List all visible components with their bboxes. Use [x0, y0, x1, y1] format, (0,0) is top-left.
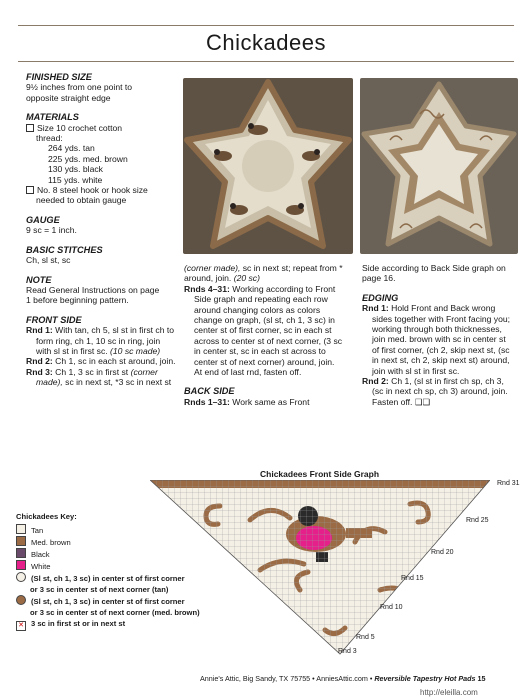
rnd-label: Rnd 3	[338, 648, 357, 655]
edging-heading: EDGING	[362, 292, 399, 303]
corner-brown-icon	[16, 595, 26, 605]
page-title: Chickadees	[206, 30, 326, 55]
key-item-tan: Tan	[16, 524, 200, 536]
material-item: needed to obtain gauge	[36, 195, 127, 206]
rnds4-31-text: Rnds 4–31: Working according to Front Side graph and repeating each row around changing colors as colors change on graph, (sl st, ch 1, 3 sc) in center st of first corner, sc in each st across to center st of next corner, (3 sc in center st, sc in each st across to center st of next corner) around, join. At end of last rnd, fasten off.	[184, 283, 343, 378]
watermark: http://eleilla.com	[420, 688, 478, 697]
checkbox-icon	[26, 124, 34, 132]
key-item-white: White	[16, 560, 200, 572]
rnd-label: Rnd 31	[497, 480, 520, 487]
rnd-label: Rnd 20	[431, 549, 454, 556]
key-sym-2-line2: or 3 sc in center st of next corner (med. brown)	[30, 608, 200, 617]
graph-title: Chickadees Front Side Graph	[260, 469, 380, 479]
material-item: Size 10 crochet cotton	[26, 123, 176, 133]
x-mark-icon: ✕	[16, 621, 26, 631]
title-rule	[18, 61, 514, 62]
key-title: Chickadees Key:	[16, 512, 77, 521]
key-sym-1-line2: or 3 sc in center st of next corner (tan)	[30, 585, 169, 594]
key-sym-2: (Sl st, ch 1, 3 sc) in center st of first corner	[16, 595, 200, 607]
color-key	[16, 511, 200, 631]
gauge-heading: GAUGE	[26, 214, 60, 225]
material-item: No. 8 steel hook or hook size	[26, 185, 176, 195]
key-item-black: Black	[16, 548, 200, 560]
material-item: 225 yds. med. brown	[48, 153, 128, 164]
left-column	[26, 72, 176, 388]
rnd2-text: Rnd 2: Ch 1, sc in each st around, join.	[26, 356, 176, 367]
rnd-label: Rnd 25	[466, 517, 489, 524]
top-rule	[18, 25, 514, 26]
white-swatch-icon	[16, 560, 26, 570]
materials-heading: MATERIALS	[26, 112, 79, 123]
tan-swatch-icon	[16, 524, 26, 534]
finished-heading: FINISHED SIZE	[26, 72, 92, 82]
material-item: 115 yds. white	[48, 174, 103, 185]
note-line: 1 before beginning pattern.	[26, 295, 129, 306]
rnd3-text: Rnd 3: Ch 1, 3 sc in first st (corner made), sc in next st, *3 sc in next st	[26, 366, 172, 388]
key-sym-1: (Sl st, ch 1, 3 sc) in center st of first corner	[16, 572, 200, 584]
rnd-label: Rnd 10	[380, 604, 403, 611]
checkbox-icon	[26, 186, 34, 194]
rnd-label: Rnd 15	[401, 575, 424, 582]
back-side-heading: BACK SIDE	[184, 386, 235, 397]
gauge-text: 9 sc = 1 inch.	[26, 225, 77, 236]
material-item: 264 yds. tan	[48, 143, 95, 154]
right-column	[362, 263, 514, 407]
material-item: 130 yds. black	[48, 164, 103, 175]
front-side-graph	[150, 480, 490, 660]
finished-line-1: 9½ inches from one point to	[26, 82, 133, 93]
note-heading: NOTE	[26, 274, 52, 285]
key-sym-3: ✕ 3 sc in first st or in next st	[16, 618, 200, 631]
front-side-heading: FRONT SIDE	[26, 314, 82, 325]
footer: Annie's Attic, Big Sandy, TX 75755 • AnniesAttic.com • Reversible Tapestry Hot Pads 15	[200, 674, 486, 683]
front-side-photo	[183, 78, 353, 254]
rnd-label: Rnd 5	[356, 634, 375, 641]
edging-rnd2: Rnd 2: Ch 1, (sl st in first ch sp, ch 3, (sc in next ch sp, ch 3) around, join. Fasten off. ❑❑	[362, 376, 508, 407]
edging-rnd1: Rnd 1: Hold Front and Back wrong sides together with Front facing you; working through both thicknesses, join med. brown with sc in center st of first corner, (ch 2, skip next st, (sc in next st, ch 2, skip next st) around, join with sl st in first sc.	[362, 303, 511, 376]
med-brown-swatch-icon	[16, 536, 26, 546]
finished-line-2: opposite straight edge	[26, 92, 111, 103]
basic-stitches-heading: BASIC STITCHES	[26, 244, 103, 255]
rnd1-text: Rnd 1: With tan, ch 5, sl st in first ch to form ring, ch 1, 10 sc in ring, join with sl st in first sc. (10 sc made)	[26, 325, 175, 356]
black-swatch-icon	[16, 548, 26, 558]
basic-stitches-text: Ch, sl st, sc	[26, 255, 71, 266]
back-side-photo	[360, 78, 518, 254]
note-line: Read General Instructions on page	[26, 284, 160, 295]
corner-tan-icon	[16, 572, 26, 582]
back-side-text: Rnds 1–31: Work same as Front	[184, 396, 310, 407]
middle-column	[184, 263, 344, 407]
rnd3-continued: (corner made), sc in next st; repeat from * around, join. (20 sc)	[184, 263, 343, 284]
back-side-continued: Side according to Back Side graph on page 16.	[362, 263, 506, 284]
material-item: thread:	[36, 133, 63, 144]
key-item-med-brown: Med. brown	[16, 536, 200, 548]
